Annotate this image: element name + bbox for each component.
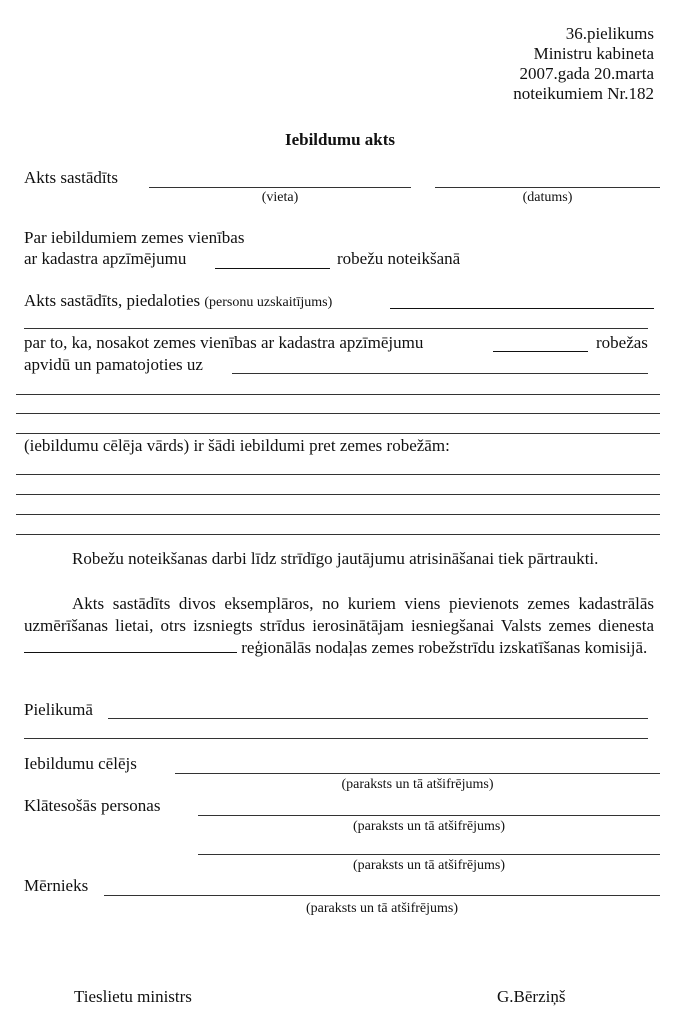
blank-line [16, 433, 660, 434]
annex-reference [394, 24, 654, 104]
blank-line [16, 474, 660, 475]
paragraph-suspension: Robežu noteikšanas darbi līdz strīdīgo jautājumu atrisināšanai tiek pārtraukti. [72, 549, 599, 568]
paragraph-copies [24, 593, 654, 659]
minister-name: G.Bērziņš [497, 987, 566, 1006]
annex-regulation: noteikumiem Nr.182 [513, 84, 654, 103]
objections-line-2b: robežu noteikšanā [337, 249, 461, 268]
attachments-label: Pielikumā [24, 700, 93, 719]
date-field-line [435, 187, 660, 188]
signature-caption: (paraksts un tā atšifrējums) [305, 901, 458, 916]
objections-line-2a: ar kadastra apzīmējumu [24, 249, 187, 268]
statement-line-2: apvidū un pamatojoties uz [24, 355, 203, 374]
attachments-field [108, 718, 648, 719]
blank-line [16, 413, 660, 414]
blank-line [16, 494, 660, 495]
compiled-label: Akts sastādīts [24, 168, 118, 187]
objector-statement: (iebildumu cēlēja vārds) ir šādi iebildumi pret zemes robežām: [24, 436, 450, 455]
annex-number: 36.pielikums [565, 24, 654, 43]
present-persons-label: Klātesošās personas [24, 796, 161, 815]
blank-line [16, 534, 660, 535]
paragraph-copies-text-a: Akts sastādīts divos eksemplāros, no kuriem viens pievienots zemes kadastrālās uzmērīšanas lietai, otrs izsniegts strīdus ierosinātājam iesniegšanai Valsts zemes dienesta [24, 594, 654, 635]
present-signature-line-1 [198, 815, 660, 816]
participants-field-2 [24, 328, 648, 329]
signature-caption: (paraksts un tā atšifrējums) [352, 858, 505, 873]
place-field-line [149, 187, 411, 188]
statement-line-1b: robežas [596, 333, 648, 352]
surveyor-label: Mērnieks [24, 876, 89, 895]
signature-caption: (paraksts un tā atšifrējums) [341, 777, 494, 792]
place-caption: (vieta) [261, 190, 299, 205]
objector-signature-label: Iebildumu cēlējs [24, 754, 137, 773]
basis-field [232, 373, 648, 374]
objections-line-1: Par iebildumiem zemes vienības [24, 228, 245, 247]
cadastre-number-field-2 [493, 351, 588, 352]
signature-caption: (paraksts un tā atšifrējums) [352, 819, 505, 834]
attachments-field-2 [24, 738, 648, 739]
annex-date: 2007.gada 20.marta [519, 64, 654, 83]
participants-field [390, 308, 654, 309]
present-signature-line-2 [198, 854, 660, 855]
statement-line-1a: par to, ka, nosakot zemes vienības ar kadastra apzīmējumu [24, 333, 424, 352]
blank-line [16, 394, 660, 395]
document-title: Iebildumu akts [284, 130, 396, 149]
date-caption: (datums) [522, 190, 573, 205]
paragraph-copies-text-b: reģionālās nodaļas zemes robežstrīdu izskatīšanas komisijā. [241, 638, 648, 657]
surveyor-signature-line [104, 895, 660, 896]
blank-line [16, 514, 660, 515]
participants-label-text: Akts sastādīts, piedaloties [24, 291, 201, 310]
regional-office-field [24, 638, 237, 653]
annex-authority: Ministru kabineta [533, 44, 654, 63]
participants-note: (personu uzskaitījums) [204, 295, 333, 310]
minister-title: Tieslietu ministrs [74, 987, 192, 1006]
objector-signature-line [175, 773, 660, 774]
cadastre-number-field [215, 268, 330, 269]
participants-label [24, 291, 332, 311]
